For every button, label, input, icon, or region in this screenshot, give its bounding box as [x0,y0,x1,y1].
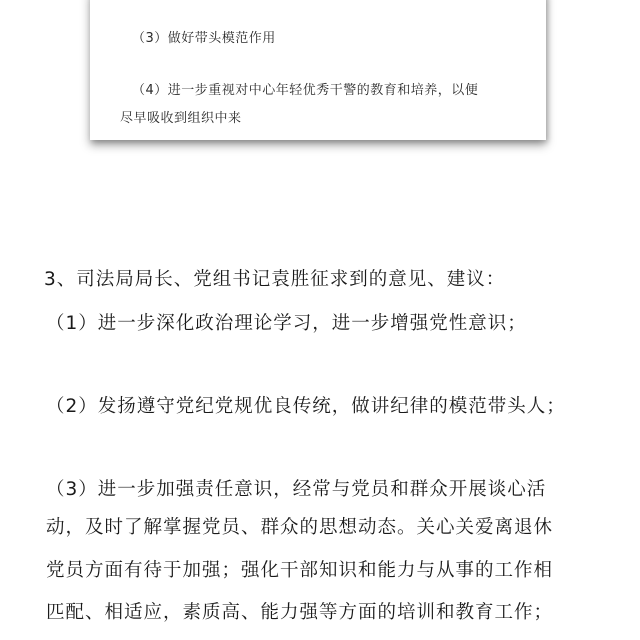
paragraph-3-line-2: 动，及时了解掌握党员、群众的思想动态。关心关爱离退休 [46,517,554,538]
paragraph-3-line-3: 党员方面有待于加强；强化干部知识和能力与从事的工作相 [46,560,554,581]
card-item-4-line-2: 尽早吸收到组织中来 [120,111,242,126]
section-heading: 3、司法局局长、党组书记袁胜征求到的意见、建议： [44,269,506,290]
embedded-document-image [90,0,546,140]
paragraph-1: （1）进一步深化政治理论学习，进一步增强党性意识； [46,313,527,334]
card-item-4-line-1: （4）进一步重视对中心年轻优秀干警的教育和培养，以便 [132,83,479,98]
card-item-3: （3）做好带头模范作用 [132,31,276,46]
paragraph-2: （2）发扬遵守党纪党规优良传统，做讲纪律的模范带头人； [46,396,566,417]
paragraph-3-line-1: （3）进一步加强责任意识，经常与党员和群众开展谈心活 [46,479,547,500]
paragraph-3-line-4: 匹配、相适应，素质高、能力强等方面的培训和教育工作； [46,602,554,623]
